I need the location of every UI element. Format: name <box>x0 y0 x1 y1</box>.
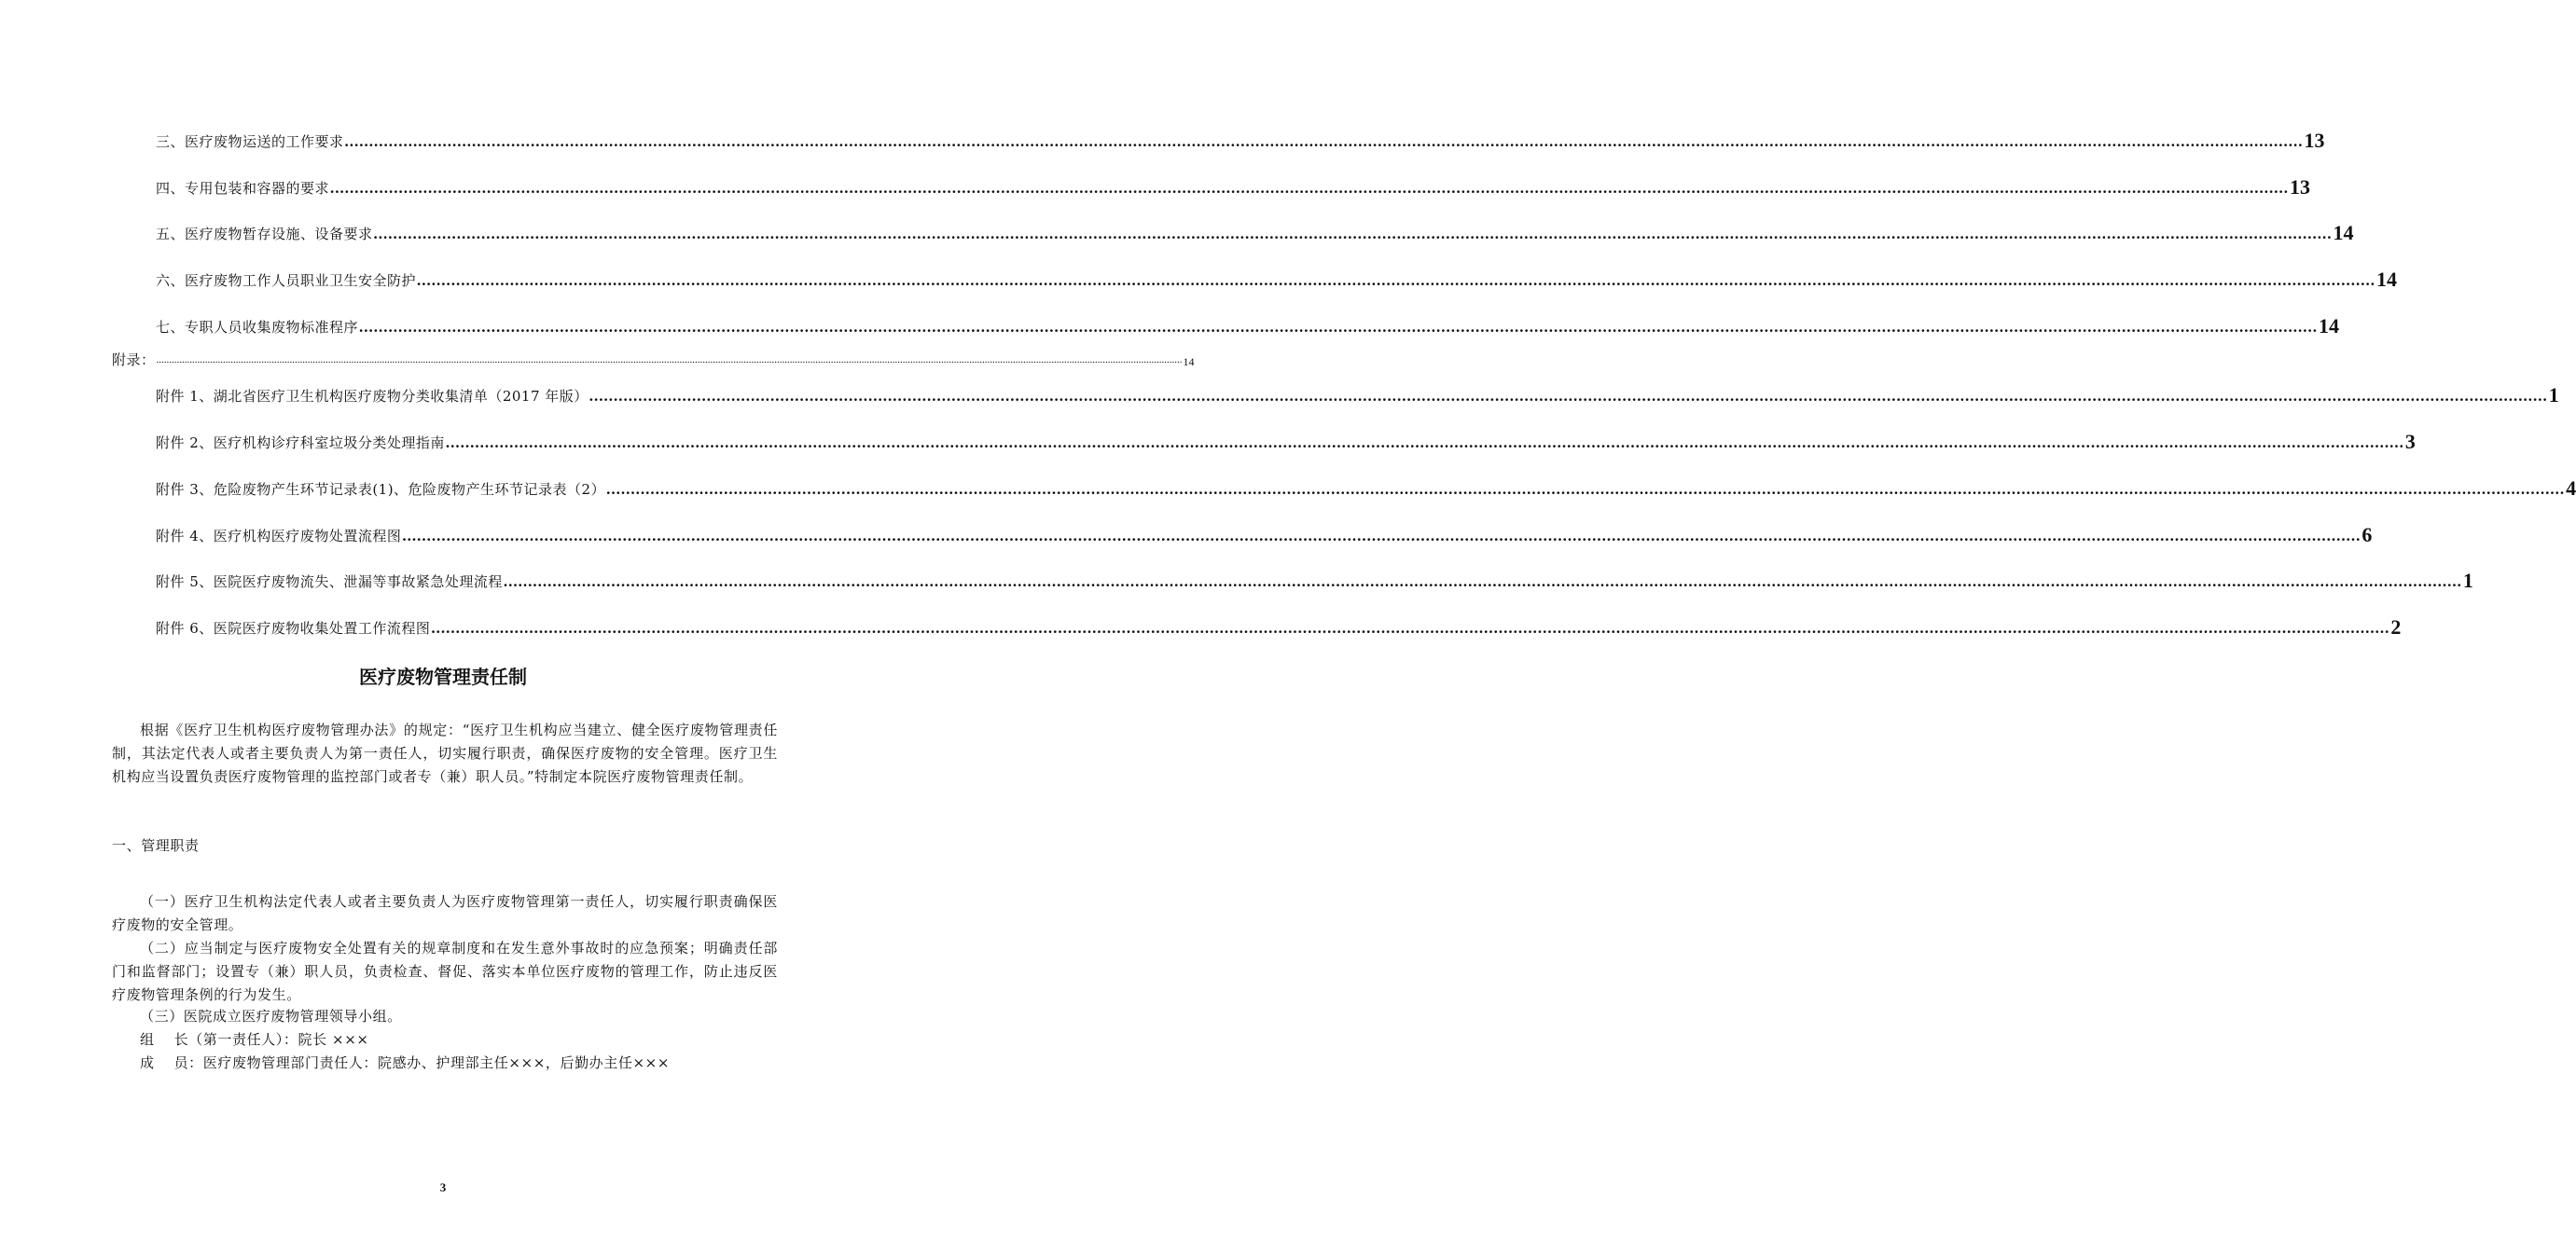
toc-attachment-label: 附件 5、医院医疗废物流失、泄漏等事故紧急处理流程 <box>156 573 503 590</box>
toc-leader: ................................................................................................................................................................................................................................................................................................................................................................................................................ <box>156 354 1183 365</box>
toc-appendix[interactable] <box>112 351 1195 369</box>
toc-leader: ................................................................................................................................................................................................................................................................................................................................................................................................................ <box>373 225 2333 242</box>
toc-entry-page: 13 <box>2290 175 2311 199</box>
toc-entry-label: 七、专职人员收集废物标准程序 <box>156 319 359 336</box>
toc-leader: ................................................................................................................................................................................................................................................................................................................................................................................................................ <box>606 480 2566 498</box>
toc-attachment[interactable] <box>156 615 2402 639</box>
toc-attachment-label: 附件 2、医疗机构诊疗科室垃圾分类处理指南 <box>156 434 445 451</box>
page-number: 3 <box>439 1180 447 1194</box>
toc-attachment-page: 3 <box>2404 430 2416 453</box>
toc-appendix-label: 附录： <box>112 351 156 368</box>
toc-entry[interactable] <box>156 129 2325 152</box>
toc-entry-label: 六、医疗废物工作人员职业卫生安全防护 <box>156 272 417 289</box>
document-title: 医疗废物管理责任制 <box>359 666 527 688</box>
item-paragraph: （三）医院成立医疗废物管理领导小组。 <box>140 1008 402 1025</box>
toc-leader: ................................................................................................................................................................................................................................................................................................................................................................................................................ <box>402 527 2361 544</box>
member-line: 成 员：医疗废物管理部门责任人：院感办、护理部主任×××，后勤办主任××× <box>140 1054 670 1071</box>
toc-entry-label: 四、专用包装和容器的要求 <box>156 180 330 197</box>
item-paragraph: （一）医疗卫生机构法定代表人或者主要负责人为医疗废物管理第一责任人，切实履行职责确保医疗废物的安全管理。 <box>112 893 778 933</box>
toc-attachment-page: 6 <box>2361 523 2373 546</box>
toc-entry[interactable] <box>156 175 2311 199</box>
section-heading: 一、管理职责 <box>112 837 200 854</box>
toc-leader: ................................................................................................................................................................................................................................................................................................................................................................................................................ <box>330 179 2290 197</box>
toc-entry-page: 14 <box>2376 268 2398 291</box>
toc-entry-page: 13 <box>2304 129 2325 152</box>
toc-leader: ................................................................................................................................................................................................................................................................................................................................................................................................................ <box>503 572 2462 590</box>
toc-leader: ................................................................................................................................................................................................................................................................................................................................................................................................................ <box>359 318 2319 336</box>
toc-attachment-label: 附件 1、湖北省医疗卫生机构医疗废物分类收集清单（2017 年版） <box>156 388 589 405</box>
toc-attachment-page: 1 <box>2548 383 2559 406</box>
toc-attachment-page: 4 <box>2566 476 2576 500</box>
toc-attachment[interactable] <box>156 569 2473 592</box>
toc-leader: ................................................................................................................................................................................................................................................................................................................................................................................................................ <box>431 619 2390 637</box>
leader-line: 组 长（第一责任人）：院长 ××× <box>140 1031 369 1048</box>
toc-leader: ................................................................................................................................................................................................................................................................................................................................................................................................................ <box>589 387 2548 405</box>
toc-attachment[interactable] <box>156 523 2373 546</box>
toc-leader: ................................................................................................................................................................................................................................................................................................................................................................................................................ <box>417 271 2376 289</box>
toc-entry[interactable] <box>156 221 2354 244</box>
toc-attachment[interactable] <box>156 430 2416 453</box>
toc-attachment-label: 附件 3、危险废物产生环节记录表(1)、危险废物产生环节记录表（2） <box>156 481 606 498</box>
toc-leader: ................................................................................................................................................................................................................................................................................................................................................................................................................ <box>344 132 2304 150</box>
item-paragraph: （二）应当制定与医疗废物安全处置有关的规章制度和在发生意外事故时的应急预案；明确责任部门和监督部门；设置专（兼）职人员，负责检查、督促、落实本单位医疗废物的管理工作，防止违反医疗废物管理条例的行为发生。 <box>112 940 778 1003</box>
toc-entry[interactable] <box>156 268 2398 291</box>
toc-attachment-page: 1 <box>2462 569 2473 592</box>
toc-entry-page: 14 <box>2319 314 2340 337</box>
toc-entry-label: 五、医疗废物暂存设施、设备要求 <box>156 226 373 242</box>
toc-attachment-page: 2 <box>2390 615 2402 639</box>
toc-entry[interactable] <box>156 314 2340 337</box>
toc-attachment[interactable] <box>156 383 2559 406</box>
intro-paragraph: 根据《医疗卫生机构医疗废物管理办法》的规定：“医疗卫生机构应当建立、健全医疗废物管理责任制，其法定代表人或者主要负责人为第一责任人，切实履行职责，确保医疗废物的安全管理。医疗卫生机构应当设置负责医疗废物管理的监控部门或者专（兼）职人员。”特制定本院医疗废物管理责任制。 <box>112 722 778 785</box>
toc-entry-label: 三、医疗废物运送的工作要求 <box>156 133 344 150</box>
toc-appendix-page: 14 <box>1183 355 1195 368</box>
toc-leader: ................................................................................................................................................................................................................................................................................................................................................................................................................ <box>445 434 2404 451</box>
toc-attachment-label: 附件 6、医院医疗废物收集处置工作流程图 <box>156 620 431 637</box>
toc-attachment[interactable] <box>156 476 2576 500</box>
toc-entry-page: 14 <box>2333 221 2354 244</box>
toc-attachment-label: 附件 4、医疗机构医疗废物处置流程图 <box>156 528 402 544</box>
